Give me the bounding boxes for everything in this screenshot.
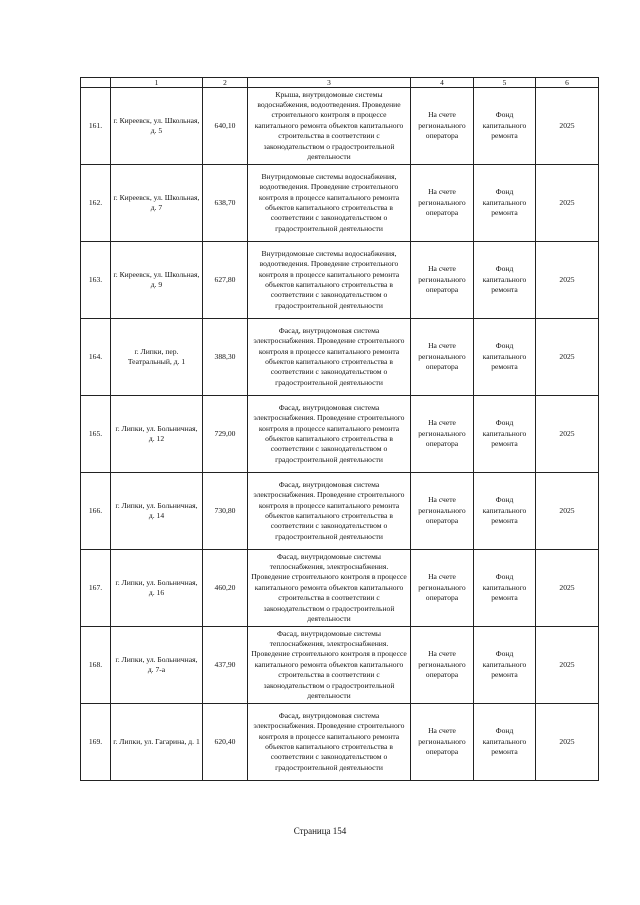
area-cell: 388,30 — [203, 319, 248, 396]
method-cell: На счете регионального оператора — [411, 165, 474, 242]
area-cell: 437,90 — [203, 627, 248, 704]
row-number: 168. — [81, 627, 111, 704]
table-row — [81, 704, 599, 781]
funding-source-cell: Фонд капитального ремонта — [474, 242, 536, 319]
method-cell: На счете регионального оператора — [411, 88, 474, 165]
works-cell: Фасад, внутридомовая система электроснабжения. Проведение строительного контроля в процессе капитального ремонта объектов капитального строительства в соответствии с законодательством о градостроительной деятельности — [248, 319, 411, 396]
row-number: 161. — [81, 88, 111, 165]
table-row — [81, 319, 599, 396]
year-cell: 2025 — [536, 319, 599, 396]
row-number: 169. — [81, 704, 111, 781]
row-number: 162. — [81, 165, 111, 242]
area-cell: 730,80 — [203, 473, 248, 550]
year-cell: 2025 — [536, 550, 599, 627]
works-cell: Фасад, внутридомовые системы теплоснабжения, электроснабжения. Проведение строительного контроля в процессе капитального ремонта объектов капитального строительства в соответствии с законодательством о градостроительной деятельности — [248, 627, 411, 704]
year-cell: 2025 — [536, 704, 599, 781]
column-header — [81, 78, 111, 88]
year-cell: 2025 — [536, 627, 599, 704]
table-row — [81, 550, 599, 627]
funding-source-cell: Фонд капитального ремонта — [474, 550, 536, 627]
table-row — [81, 165, 599, 242]
address-cell: г. Киреевск, ул. Школьная, д. 9 — [111, 242, 203, 319]
works-cell: Внутридомовые системы водоснабжения, водоотведения. Проведение строительного контроля в процессе капитального ремонта объектов капитального строительства в соответствии с законодательством о градостроительной деятельности — [248, 242, 411, 319]
method-cell: На счете регионального оператора — [411, 473, 474, 550]
funding-source-cell: Фонд капитального ремонта — [474, 627, 536, 704]
address-cell: г. Липки, ул. Гагарина, д. 1 — [111, 704, 203, 781]
table-row — [81, 242, 599, 319]
address-cell: г. Липки, ул. Больничная, д. 7-а — [111, 627, 203, 704]
funding-source-cell: Фонд капитального ремонта — [474, 319, 536, 396]
column-header: 2 — [203, 78, 248, 88]
works-cell: Фасад, внутридомовая система электроснабжения. Проведение строительного контроля в процессе капитального ремонта объектов капитального строительства в соответствии с законодательством о градостроительной деятельности — [248, 473, 411, 550]
table-row — [81, 396, 599, 473]
method-cell: На счете регионального оператора — [411, 396, 474, 473]
method-cell: На счете регионального оператора — [411, 242, 474, 319]
area-cell: 620,40 — [203, 704, 248, 781]
address-cell: г. Киреевск, ул. Школьная, д. 5 — [111, 88, 203, 165]
address-cell: г. Липки, пер. Театральный, д. 1 — [111, 319, 203, 396]
works-cell: Фасад, внутридомовые системы теплоснабжения, электроснабжения. Проведение строительного контроля в процессе капитального ремонта объектов капитального строительства в соответствии с законодательством о градостроительной деятельности — [248, 550, 411, 627]
area-cell: 729,00 — [203, 396, 248, 473]
funding-source-cell: Фонд капитального ремонта — [474, 88, 536, 165]
column-header: 1 — [111, 78, 203, 88]
method-cell: На счете регионального оператора — [411, 627, 474, 704]
table-row — [81, 627, 599, 704]
method-cell: На счете регионального оператора — [411, 319, 474, 396]
row-number: 165. — [81, 396, 111, 473]
row-number: 164. — [81, 319, 111, 396]
row-number: 167. — [81, 550, 111, 627]
funding-source-cell: Фонд капитального ремонта — [474, 396, 536, 473]
row-number: 166. — [81, 473, 111, 550]
row-number: 163. — [81, 242, 111, 319]
works-cell: Фасад, внутридомовая система электроснабжения. Проведение строительного контроля в процессе капитального ремонта объектов капитального строительства в соответствии с законодательством о градостроительной деятельности — [248, 704, 411, 781]
year-cell: 2025 — [536, 473, 599, 550]
address-cell: г. Липки, ул. Больничная, д. 16 — [111, 550, 203, 627]
area-cell: 640,10 — [203, 88, 248, 165]
column-header: 5 — [474, 78, 536, 88]
address-cell: г. Липки, ул. Больничная, д. 14 — [111, 473, 203, 550]
repair-table — [80, 77, 599, 781]
address-cell: г. Киреевск, ул. Школьная, д. 7 — [111, 165, 203, 242]
table-row — [81, 88, 599, 165]
works-cell: Крыша, внутридомовые системы водоснабжения, водоотведения. Проведение строительного контроля в процессе капитального ремонта объектов капитального строительства в соответствии с законодательством о градостроительной деятельности — [248, 88, 411, 165]
address-cell: г. Липки, ул. Больничная, д. 12 — [111, 396, 203, 473]
column-header: 6 — [536, 78, 599, 88]
column-header: 4 — [411, 78, 474, 88]
funding-source-cell: Фонд капитального ремонта — [474, 165, 536, 242]
works-cell: Фасад, внутридомовая система электроснабжения. Проведение строительного контроля в процессе капитального ремонта объектов капитального строительства в соответствии с законодательством о градостроительной деятельности — [248, 396, 411, 473]
area-cell: 460,20 — [203, 550, 248, 627]
funding-source-cell: Фонд капитального ремонта — [474, 473, 536, 550]
table-row — [81, 473, 599, 550]
funding-source-cell: Фонд капитального ремонта — [474, 704, 536, 781]
page-number: Страница 154 — [293, 826, 347, 836]
works-cell: Внутридомовые системы водоснабжения, водоотведения. Проведение строительного контроля в процессе капитального ремонта объектов капитального строительства в соответствии с законодательством о градостроительной деятельности — [248, 165, 411, 242]
column-number-row — [81, 78, 599, 88]
year-cell: 2025 — [536, 242, 599, 319]
area-cell: 627,80 — [203, 242, 248, 319]
method-cell: На счете регионального оператора — [411, 704, 474, 781]
method-cell: На счете регионального оператора — [411, 550, 474, 627]
area-cell: 638,70 — [203, 165, 248, 242]
year-cell: 2025 — [536, 396, 599, 473]
column-header: 3 — [248, 78, 411, 88]
year-cell: 2025 — [536, 88, 599, 165]
year-cell: 2025 — [536, 165, 599, 242]
